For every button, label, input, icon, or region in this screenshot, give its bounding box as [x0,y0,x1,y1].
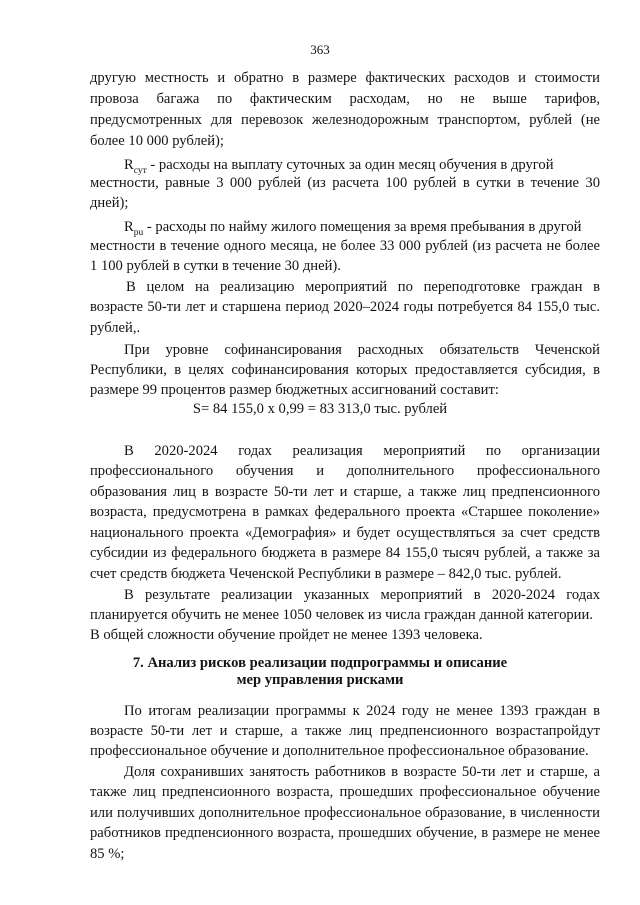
text-line: также лиц предпенсионного возраста, прошедших профессиональное обучение [90,784,600,800]
text-line: возрасте 50-ти лет и старше, а также лиц предпенсионного возрастапройдут [90,723,600,739]
text-line: В общей сложности обучение пройдет не менее 1393 человека. [90,627,483,643]
text-line: местности в течение одного месяца, не более 33 000 рублей (из расчета не более [90,238,600,254]
text-line: предусмотренных для перевозок железнодорожным транспортом, рублей (не [90,112,600,128]
text-line: образования лиц в возрасте 50-ти лет и старше, а также лиц предпенсионного [90,484,600,500]
formula: S= 84 155,0 х 0,99 = 83 313,0 тыс. рублей [192,401,448,417]
section-heading-line-1: 7. Анализ рисков реализации подпрограммы и описание [132,655,508,671]
text-line: В 2020-2024 годах реализация мероприятий по организации [124,443,600,459]
r-sut-symbol: R [124,157,134,173]
text-line: В целом на реализацию мероприятий по переподготовке граждан в [126,279,600,295]
r-pu-symbol: R [124,219,134,235]
text-line: 1 100 рублей в сутки в течение 30 дней). [90,258,341,274]
text-line: возраста, предусмотрена в рамках федерального проекта «Старшее поколение» [90,504,600,520]
page-number: 363 [310,42,330,57]
text-line: дней); [90,195,129,211]
text-line: счет средств бюджета Чеченской Республики в размере – 842,0 тыс. рублей. [90,566,562,582]
text-line: Республики, в целях софинансирования которых предоставляется субсидия, в [90,362,600,378]
text-line: По итогам реализации программы к 2024 году не менее 1393 граждан в [124,703,600,719]
text-line: национального проекта «Демография» и будет осуществляться за счет средств [90,525,600,541]
text-line: 85 %; [90,846,125,862]
text-line: или получивших дополнительное профессиональное образование, в численности [90,805,600,821]
r-sut-line [124,157,554,174]
text-line: местности, равные 3 000 рублей (из расчета 100 рублей в сутки в течение 30 [90,175,600,191]
text-line: возрасте 50-ти лет и старшена период 2020–2024 годы потребуется 84 155,0 тыс. [90,299,600,315]
text-line: При уровне софинансирования расходных обязательств Чеченской [124,342,600,358]
text-line: рублей,. [90,320,141,336]
r-pu-text: - расходы по найму жилого помещения за время пребывания в другой [143,219,582,235]
r-sut-subscript: сут [133,165,147,176]
section-heading-line-2: мер управления рисками [236,672,404,688]
r-pu-subscript: pu [133,227,144,238]
text-line: субсидии из федерального бюджета в размере 84 155,0 тысяч рублей, а также за [90,545,600,561]
text-line: другую местность и обратно в размере фактических расходов и стоимости [90,70,600,86]
text-line: профессиональное обучение и дополнительное профессиональное образование. [90,743,589,759]
text-line: Доля сохранивших занятость работников в возрасте 50-ти лет и старше, а [124,764,600,780]
r-sut-text: - расходы на выплату суточных за один месяц обучения в другой [146,157,554,173]
text-line: более 10 000 рублей); [90,133,224,149]
text-line: провоза багажа по фактическим расходам, но не выше тарифов, [90,91,600,107]
text-line: работников предпенсионного возраста, прошедших обучение, в размере не менее [90,825,600,841]
r-pu-line [124,219,581,236]
text-line: профессионального обучения и дополнительного профессионального [90,463,600,479]
text-line: планируется обучить не менее 1050 человек из числа граждан данной категории. [90,607,593,623]
text-line: В результате реализации указанных мероприятий в 2020-2024 годах [124,587,600,603]
text-line: размере 99 процентов размер бюджетных ассигнований составит: [90,382,499,398]
